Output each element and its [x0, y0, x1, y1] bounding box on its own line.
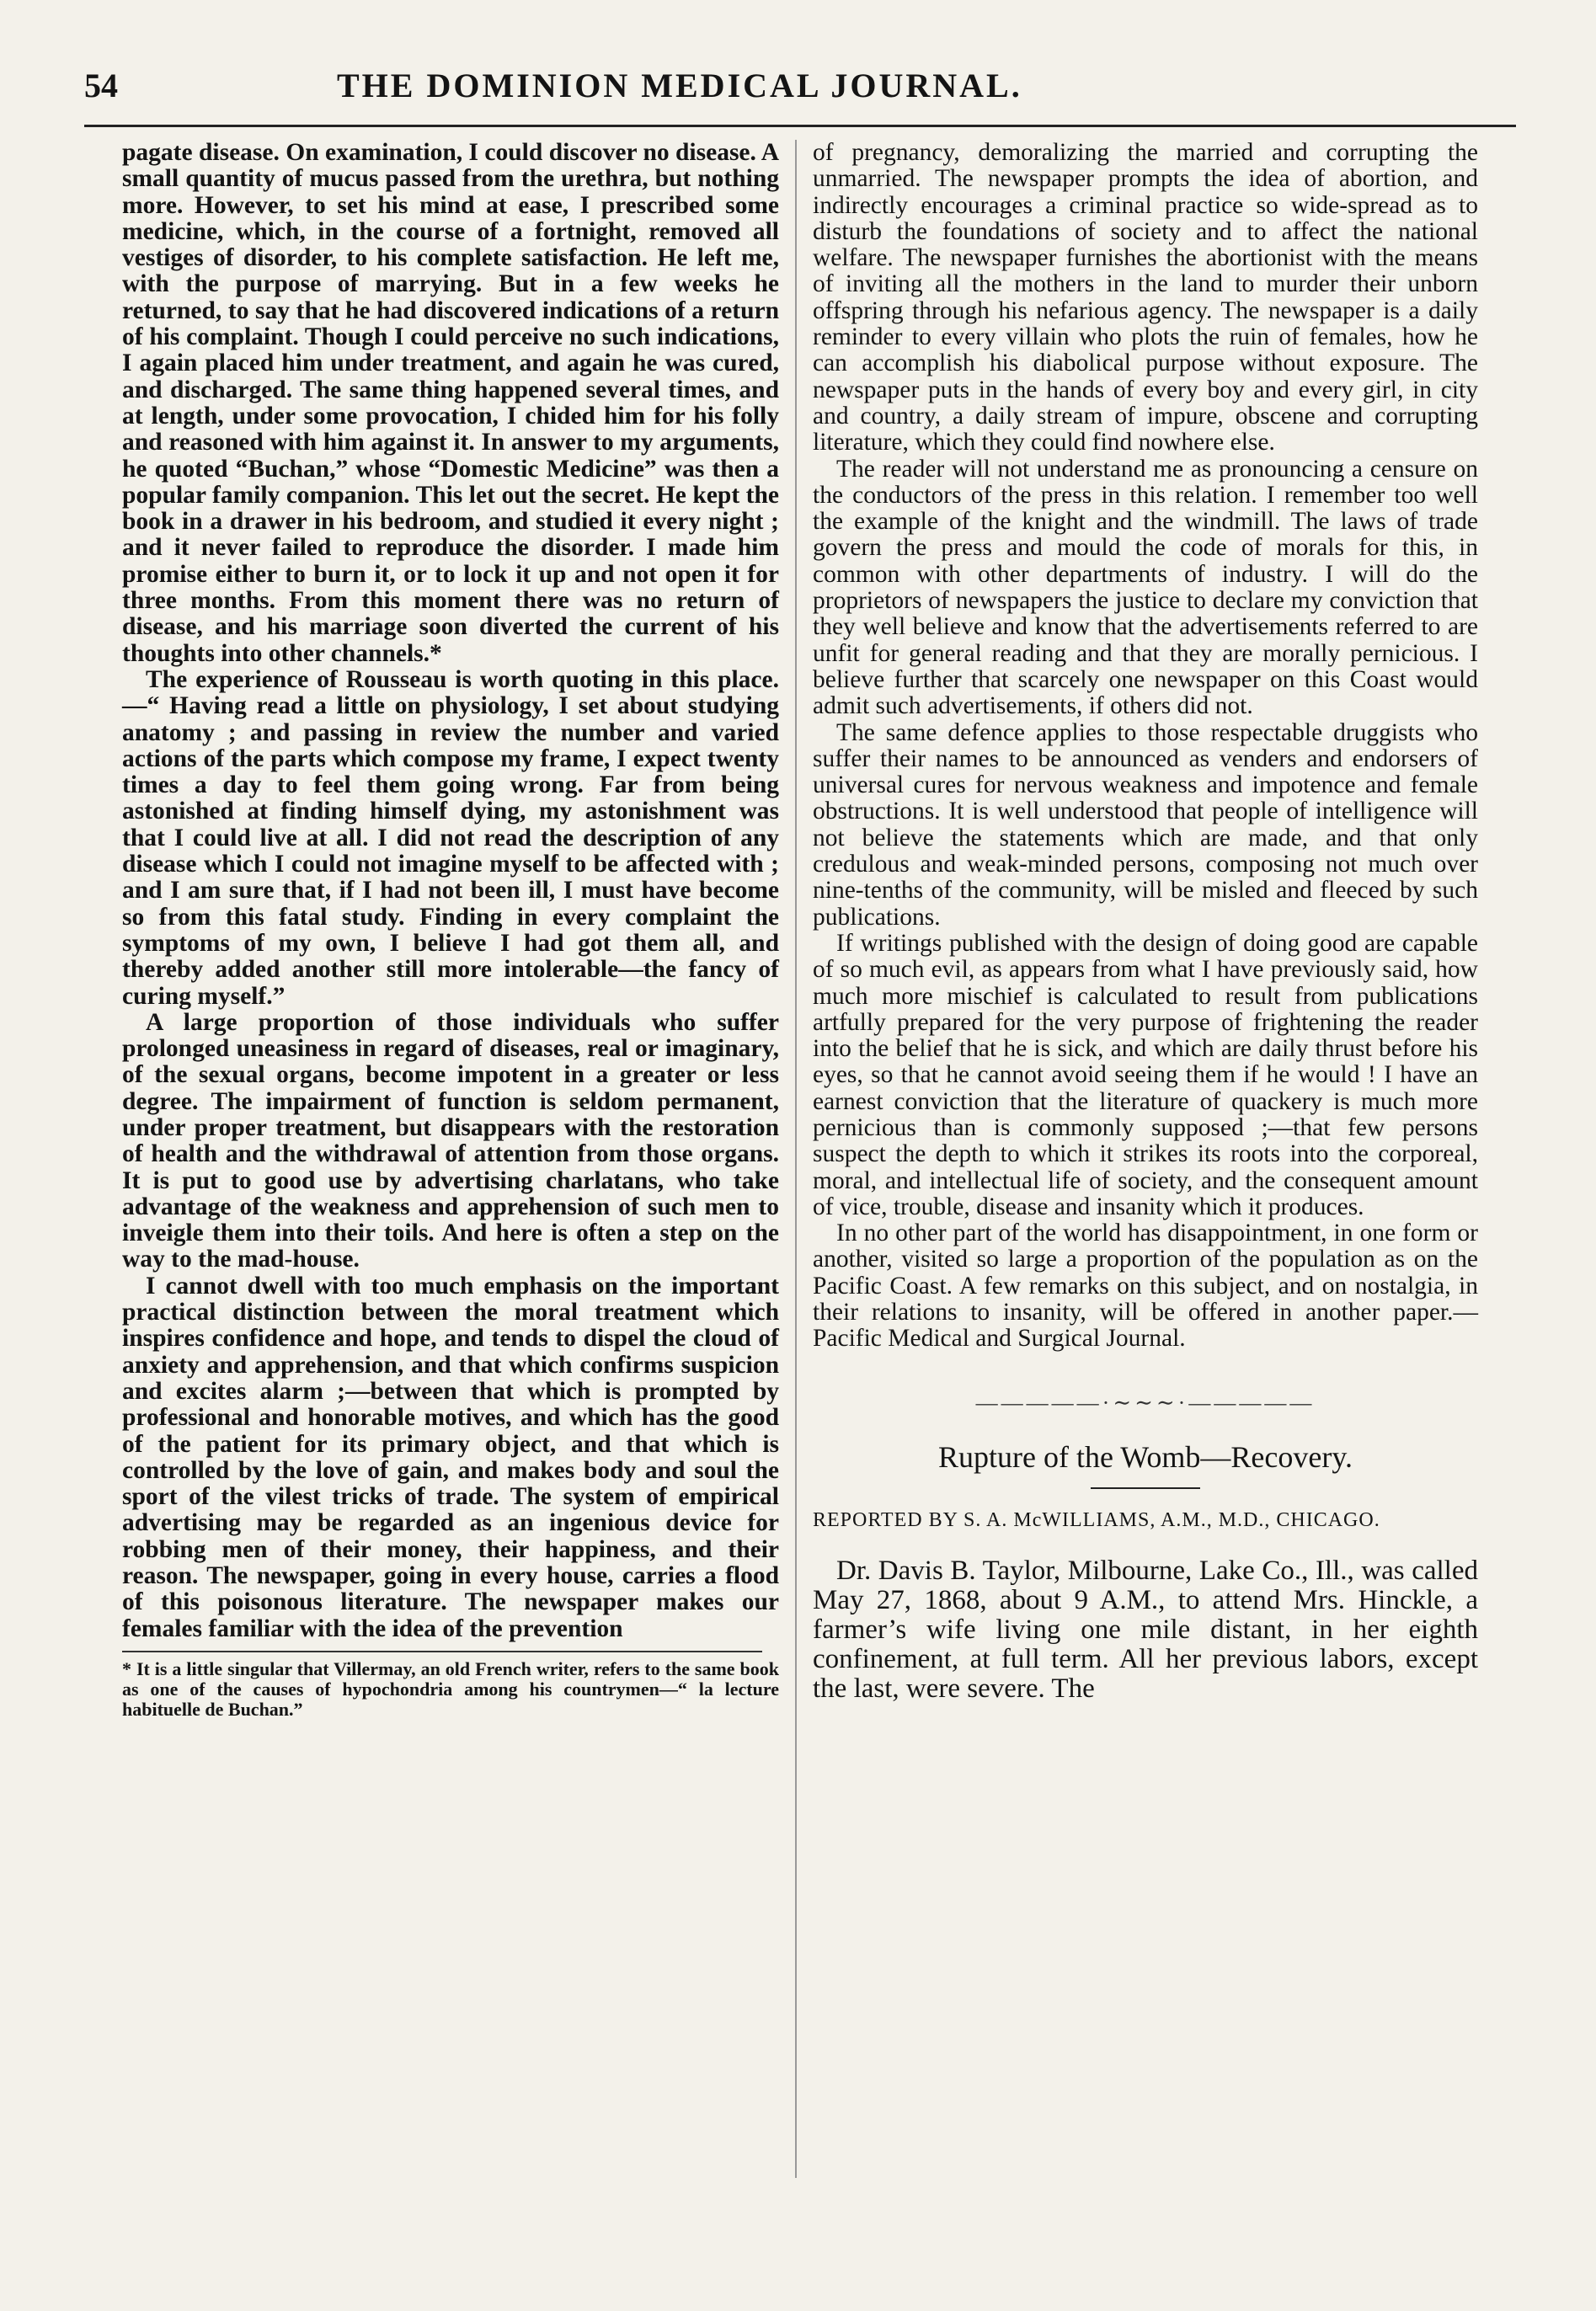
footnote-rule	[122, 1651, 762, 1652]
paragraph: The reader will not understand me as pronouncing a censure on the conductors of the press in this relation. I remember too well the example of the knight and the windmill. The laws of trade govern the press and mould the code of morals for this, in common with other departments of industry. I will do the proprietors of newspapers the justice to declare my conviction that they well believe and know that the advertisements referred to are unfit for general reading and that they are morally pernicious. I believe further that scarcely one newspaper on this Coast would admit such advertisements, if others did not.	[813, 455, 1478, 720]
article-body: Dr. Davis B. Taylor, Milbourne, Lake Co., Ill., was called May 27, 1868, about 9 A.M., to attend Mrs. Hinckle, a farmer’s wife living one mile distant, in her eighth confinement, at full term. All her previous labors, except the last, were severe. The	[813, 1555, 1478, 1704]
section-separator-ornament: —————·∼∼∼·—————	[975, 1390, 1316, 1415]
paragraph: In no other part of the world has disappointment, in one form or another, visited so large a proportion of the population as on the Pacific Coast. A few remarks on this subject, and on nostalgia, in their relations to insanity, will be offered in another paper.—Pacific Medical and Surgical Journal.	[813, 1220, 1478, 1353]
paragraph: A large proportion of those individuals who suffer prolonged uneasiness in regard of diseases, real or imaginary, of the sexual organs, become impotent in a greater or less degree. The impairment of function is seldom permanent, under proper treatment, but disappears with the restoration of health and the withdrawal of attention from those organs. It is put to good use by advertising charlatans, who take advantage of the weakness and apprehension of such men to inveigle them into their toils. And here is often a step on the way to the mad-house.	[122, 1008, 779, 1273]
left-column	[122, 140, 779, 1720]
paragraph: If writings published with the design of doing good are capable of so much evil, as appears from what I have previously said, how much more mischief is calculated to result from publications artfully prepared for the very purpose of frightening the reader into the belief that he is sick, and which are daily thrust before his eyes, so that he cannot avoid seeing them if he would ! I have an earnest conviction that the literature of quackery is much more pernicious than is commonly supposed ;—that few persons suspect the depth to which it strikes its roots into the corporeal, moral, and intellectual life of society, and the consequent amount of vice, trouble, disease and insanity which it produces.	[813, 929, 1478, 1220]
paragraph: of pregnancy, demoralizing the married and corrupting the unmarried. The newspaper prompts the idea of abortion, and indirectly encourages a criminal practice so wide-spread as to disturb the foundations of society and to affect the national welfare. The newspaper furnishes the abortionist with the means of inviting all the mothers in the land to murder their unborn offspring through his nefarious agency. The newspaper is a daily reminder to every villain who plots the ruin of females, how he can accomplish his diabolical purpose without exposure. The newspaper puts in the hands of every boy and every girl, in city and country, a daily stream of impure, obscene and corrupting literature, which they could find nowhere else.	[813, 139, 1478, 456]
column-divider	[795, 140, 797, 2178]
page-number: 54	[84, 67, 118, 104]
page-header	[84, 66, 1516, 116]
right-column	[813, 140, 1478, 1704]
paragraph: I cannot dwell with too much emphasis on the important practical distinction between the moral treatment which inspires confidence and hope, and tends to dispel the cloud of anxiety and apprehension, and that which confirms suspicion and excites alarm ;—between that which is prompted by professional and honorable motives, and which has the good of the patient for its primary object, and that which is controlled by the love of gain, and makes body and soul the sport of the vilest tricks of trade. The system of empirical advertising may be regarded as an ingenious device for robbing men of their money, their happiness, and their reason. The newspaper, going in every house, carries a flood of this poisonous literature. The newspaper makes our females familiar with the idea of the prevention	[122, 1272, 779, 1642]
running-head: THE DOMINION MEDICAL JOURNAL.	[337, 67, 1022, 104]
paragraph: The experience of Rousseau is worth quoting in this place.—“ Having read a little on physiology, I set about studying anatomy ; and passing in review the number and varied actions of the parts which compose my frame, I expect twenty times a day to feel them going wrong. Far from being astonished at finding himself dying, my astonishment was that I could live at all. I did not read the description of any disease which I could not imagine myself to be affected with ; and I am sure that, if I had not been ill, I must have become so from this fatal study. Finding in every complaint the symptoms of my own, I believe I had got them all, and thereby added another still more intolerable—the fancy of curing myself.”	[122, 665, 779, 1010]
paragraph: pagate disease. On examination, I could discover no disease. A small quantity of mucus passed from the urethra, but nothing more. However, to set his mind at ease, I prescribed some medicine, which, in the course of a fortnight, removed all vestiges of disorder, to his complete satisfaction. He left me, with the purpose of marrying. But in a few weeks he returned, to say that he had discovered indications of a return of his complaint. Though I could perceive no such indications, I again placed him under treatment, and again he was cured, and discharged. The same thing happened several times, and at length, under some provocation, I chided him for his folly and reasoned with him against it. In answer to my arguments, he quoted “Buchan,” whose “Domestic Medicine” was then a popular family companion. This let out the secret. He kept the book in a drawer in his bedroom, and studied it every night ; and it never failed to reproduce the disorder. I made him promise either to burn it, or to lock it up and not open it for three months. From this moment there was no return of disease, and his marriage soon diverted the current of his thoughts into other channels.*	[122, 139, 779, 667]
footnote: * It is a little singular that Villermay, an old French writer, refers to the same book as one of the causes of hypochondria among his countrymen—“ la lecture habituelle de Buchan.”	[122, 1657, 779, 1720]
header-rule	[84, 125, 1516, 127]
article-byline: REPORTED BY S. A. McWILLIAMS, A.M., M.D., CHICAGO.	[813, 1509, 1380, 1532]
paragraph: The same defence applies to those respectable druggists who suffer their names to be announced as venders and endorsers of universal cures for nervous weakness and impotence and female obstructions. It is well understood that people of intelligence will not believe the statements which are made, and that only credulous and weak-minded persons, composing not much over nine-tenths of the community, will be misled and fleeced by such publications.	[813, 718, 1478, 931]
title-rule	[1091, 1487, 1200, 1489]
article-title: Rupture of the Womb—Recovery.	[938, 1439, 1353, 1474]
